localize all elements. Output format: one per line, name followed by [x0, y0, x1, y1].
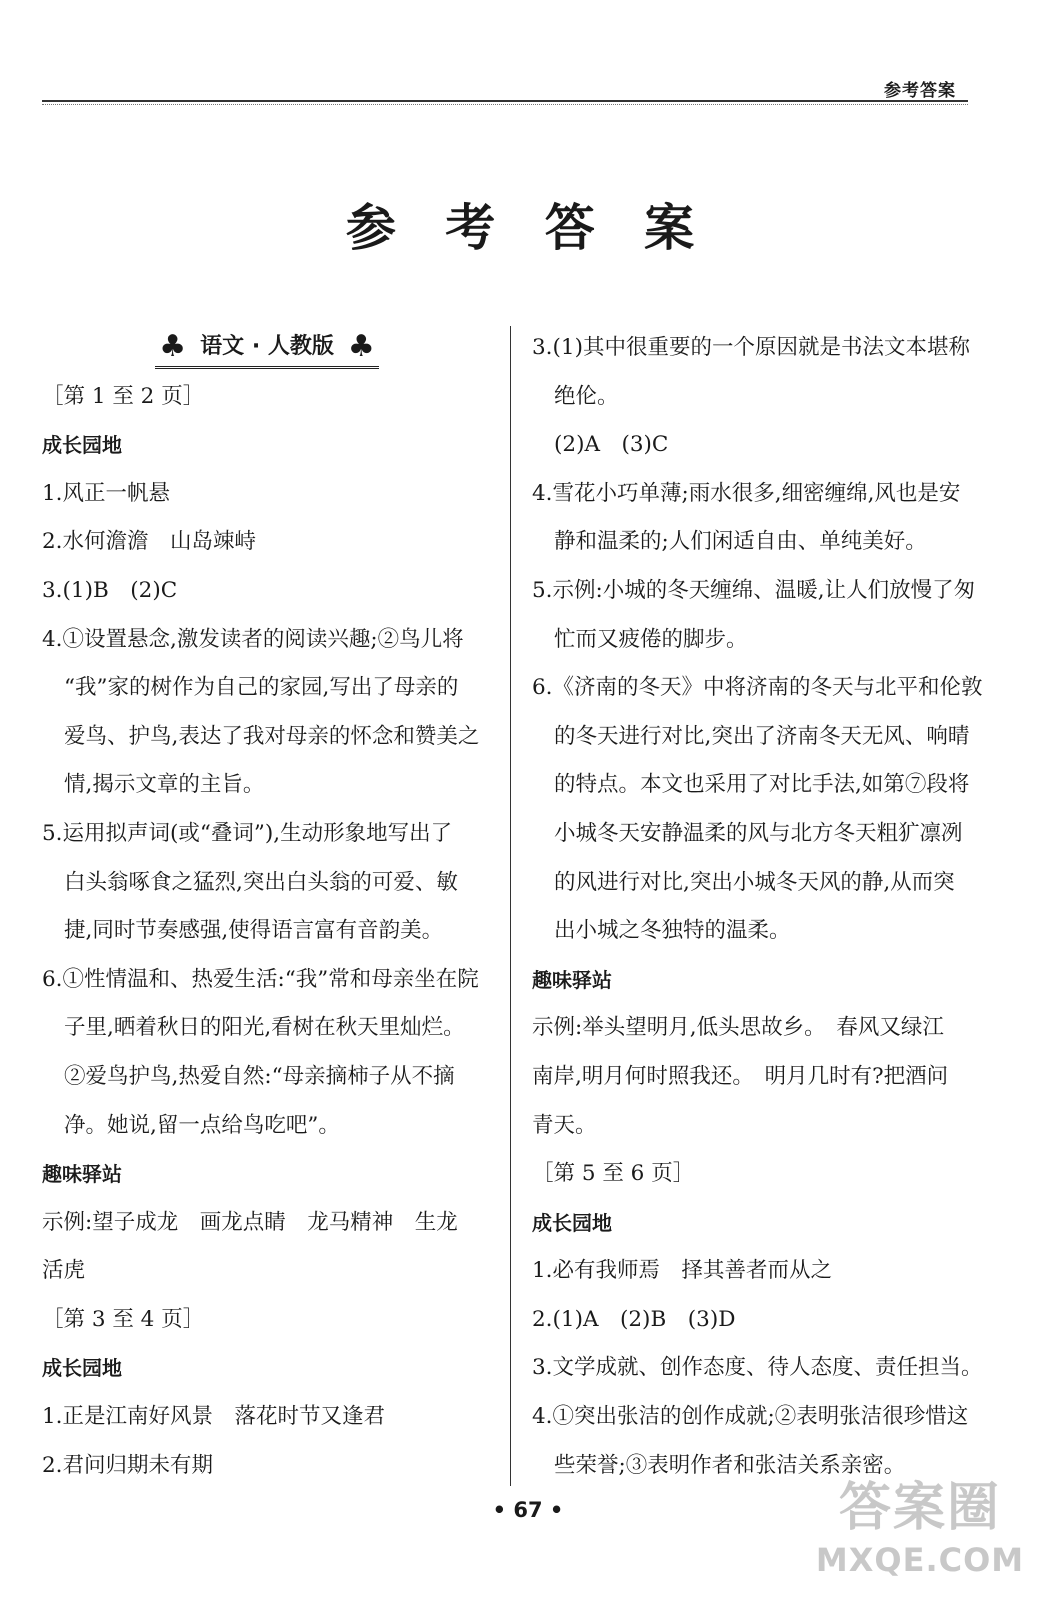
answer-line: 2.君问归期未有期: [42, 1452, 214, 1478]
answer-line: 4.雪花小巧单薄;雨水很多,细密缠绵,风也是安: [532, 480, 961, 506]
answer-line: 净。她说,留一点给鸟吃吧”。: [64, 1112, 340, 1138]
answer-line: 小城冬天安静温柔的风与北方冬天粗犷凛冽: [554, 820, 963, 846]
subheading: 成长园地: [532, 1210, 612, 1235]
answer-line: ②爱鸟护鸟,热爱自然:“母亲摘柿子从不摘: [64, 1063, 455, 1089]
answer-line: 的特点。本文也采用了对比手法,如第⑦段将: [554, 772, 970, 798]
answer-line: (2)A (3)C: [554, 432, 669, 458]
header-rule-dotted: [42, 104, 968, 105]
answer-line: 子里,晒着秋日的阳光,看树在秋天里灿烂。: [64, 1015, 465, 1041]
answer-line: “我”家的树作为自己的家园,写出了母亲的: [64, 675, 459, 701]
answer-line: 白头翁啄食之猛烈,突出白头翁的可爱、敏: [64, 869, 458, 895]
answer-line: 捷,同时节奏感强,使得语言富有音韵美。: [64, 918, 444, 944]
subheading: 成长园地: [42, 1356, 122, 1381]
answer-line: 3.(1)其中很重要的一个原因就是书法文本堪称: [532, 335, 970, 360]
answer-line: 6.①性情温和、热爱生活:“我”常和母亲坐在院: [42, 966, 479, 992]
page-range: ［第 1 至 2 页］: [42, 383, 205, 409]
running-header: 参考答案: [884, 81, 956, 101]
subheading: 趣味驿站: [42, 1162, 122, 1187]
watermark-logo: [800, 1476, 1040, 1594]
answer-line: 2.水何澹澹 山岛竦峙: [42, 529, 257, 555]
header-rule: [42, 100, 968, 102]
page-number: • 67 •: [492, 1498, 564, 1522]
answer-line: 1.风正一帆悬: [42, 480, 171, 506]
answer-line: 示例:举头望明月,低头思故乡。 春风又绿江: [532, 1015, 944, 1041]
column-divider: [510, 326, 511, 1486]
answer-line: 2.(1)A (2)B (3)D: [532, 1306, 736, 1332]
answer-line: 6.《济南的冬天》中将济南的冬天与北平和伦敦: [532, 675, 983, 701]
answer-line: 南岸,明月何时照我还。 明月几时有?把酒问: [532, 1063, 949, 1089]
answer-line: 的冬天进行对比,突出了济南冬天无风、响晴: [554, 723, 970, 749]
answer-line: 忙而又疲倦的脚步。: [554, 626, 748, 652]
club-icon: ♣: [347, 328, 375, 364]
subheading: 趣味驿站: [532, 967, 612, 992]
answer-line: 绝伦。: [554, 383, 619, 409]
right-column: [532, 324, 982, 1490]
section-heading: [42, 324, 492, 373]
page-range: ［第 3 至 4 页］: [42, 1306, 205, 1332]
answer-line: 4.①设置悬念,激发读者的阅读兴趣;②鸟儿将: [42, 626, 464, 652]
answer-line: 些荣誉;③表明作者和张洁关系亲密。: [554, 1452, 906, 1478]
answer-line: 情,揭示文章的主旨。: [64, 772, 265, 798]
subheading: 成长园地: [42, 433, 122, 458]
watermark-text: 答案圈: [838, 1478, 1001, 1538]
answer-line: 出小城之冬独特的温柔。: [554, 918, 791, 944]
answer-line: 1.必有我师焉 择其善者而从之: [532, 1258, 833, 1284]
answer-line: 示例:望子成龙 画龙点睛 龙马精神 生龙: [42, 1209, 458, 1235]
answer-line: 爱鸟、护鸟,表达了我对母亲的怀念和赞美之: [64, 723, 480, 749]
answer-line: 5.运用拟声词(或“叠词”),生动形象地写出了: [42, 820, 453, 846]
answer-line: 静和温柔的;人们闲适自由、单纯美好。: [554, 529, 927, 555]
answer-line: 的风进行对比,突出小城冬天风的静,从而突: [554, 869, 955, 895]
section-title: 语文 · 人教版: [200, 333, 334, 359]
page-range: ［第 5 至 6 页］: [532, 1161, 695, 1187]
watermark-url: MXQE.COM: [815, 1541, 1025, 1579]
left-column: [42, 324, 492, 1490]
club-icon: ♣: [159, 328, 187, 364]
answer-line: 4.①突出张洁的创作成就;②表明张洁很珍惜这: [532, 1404, 969, 1430]
answer-line: 3.文学成就、创作态度、待人态度、责任担当。: [532, 1355, 983, 1381]
page-title: 参 考 答 案: [345, 199, 711, 257]
answer-line: 活虎: [42, 1258, 86, 1284]
answer-line: 5.示例:小城的冬天缠绵、温暖,让人们放慢了匆: [532, 577, 976, 603]
answer-line: 3.(1)B (2)C: [42, 577, 178, 603]
answer-line: 1.正是江南好风景 落花时节又逢君: [42, 1404, 386, 1430]
answer-line: 青天。: [532, 1112, 597, 1138]
